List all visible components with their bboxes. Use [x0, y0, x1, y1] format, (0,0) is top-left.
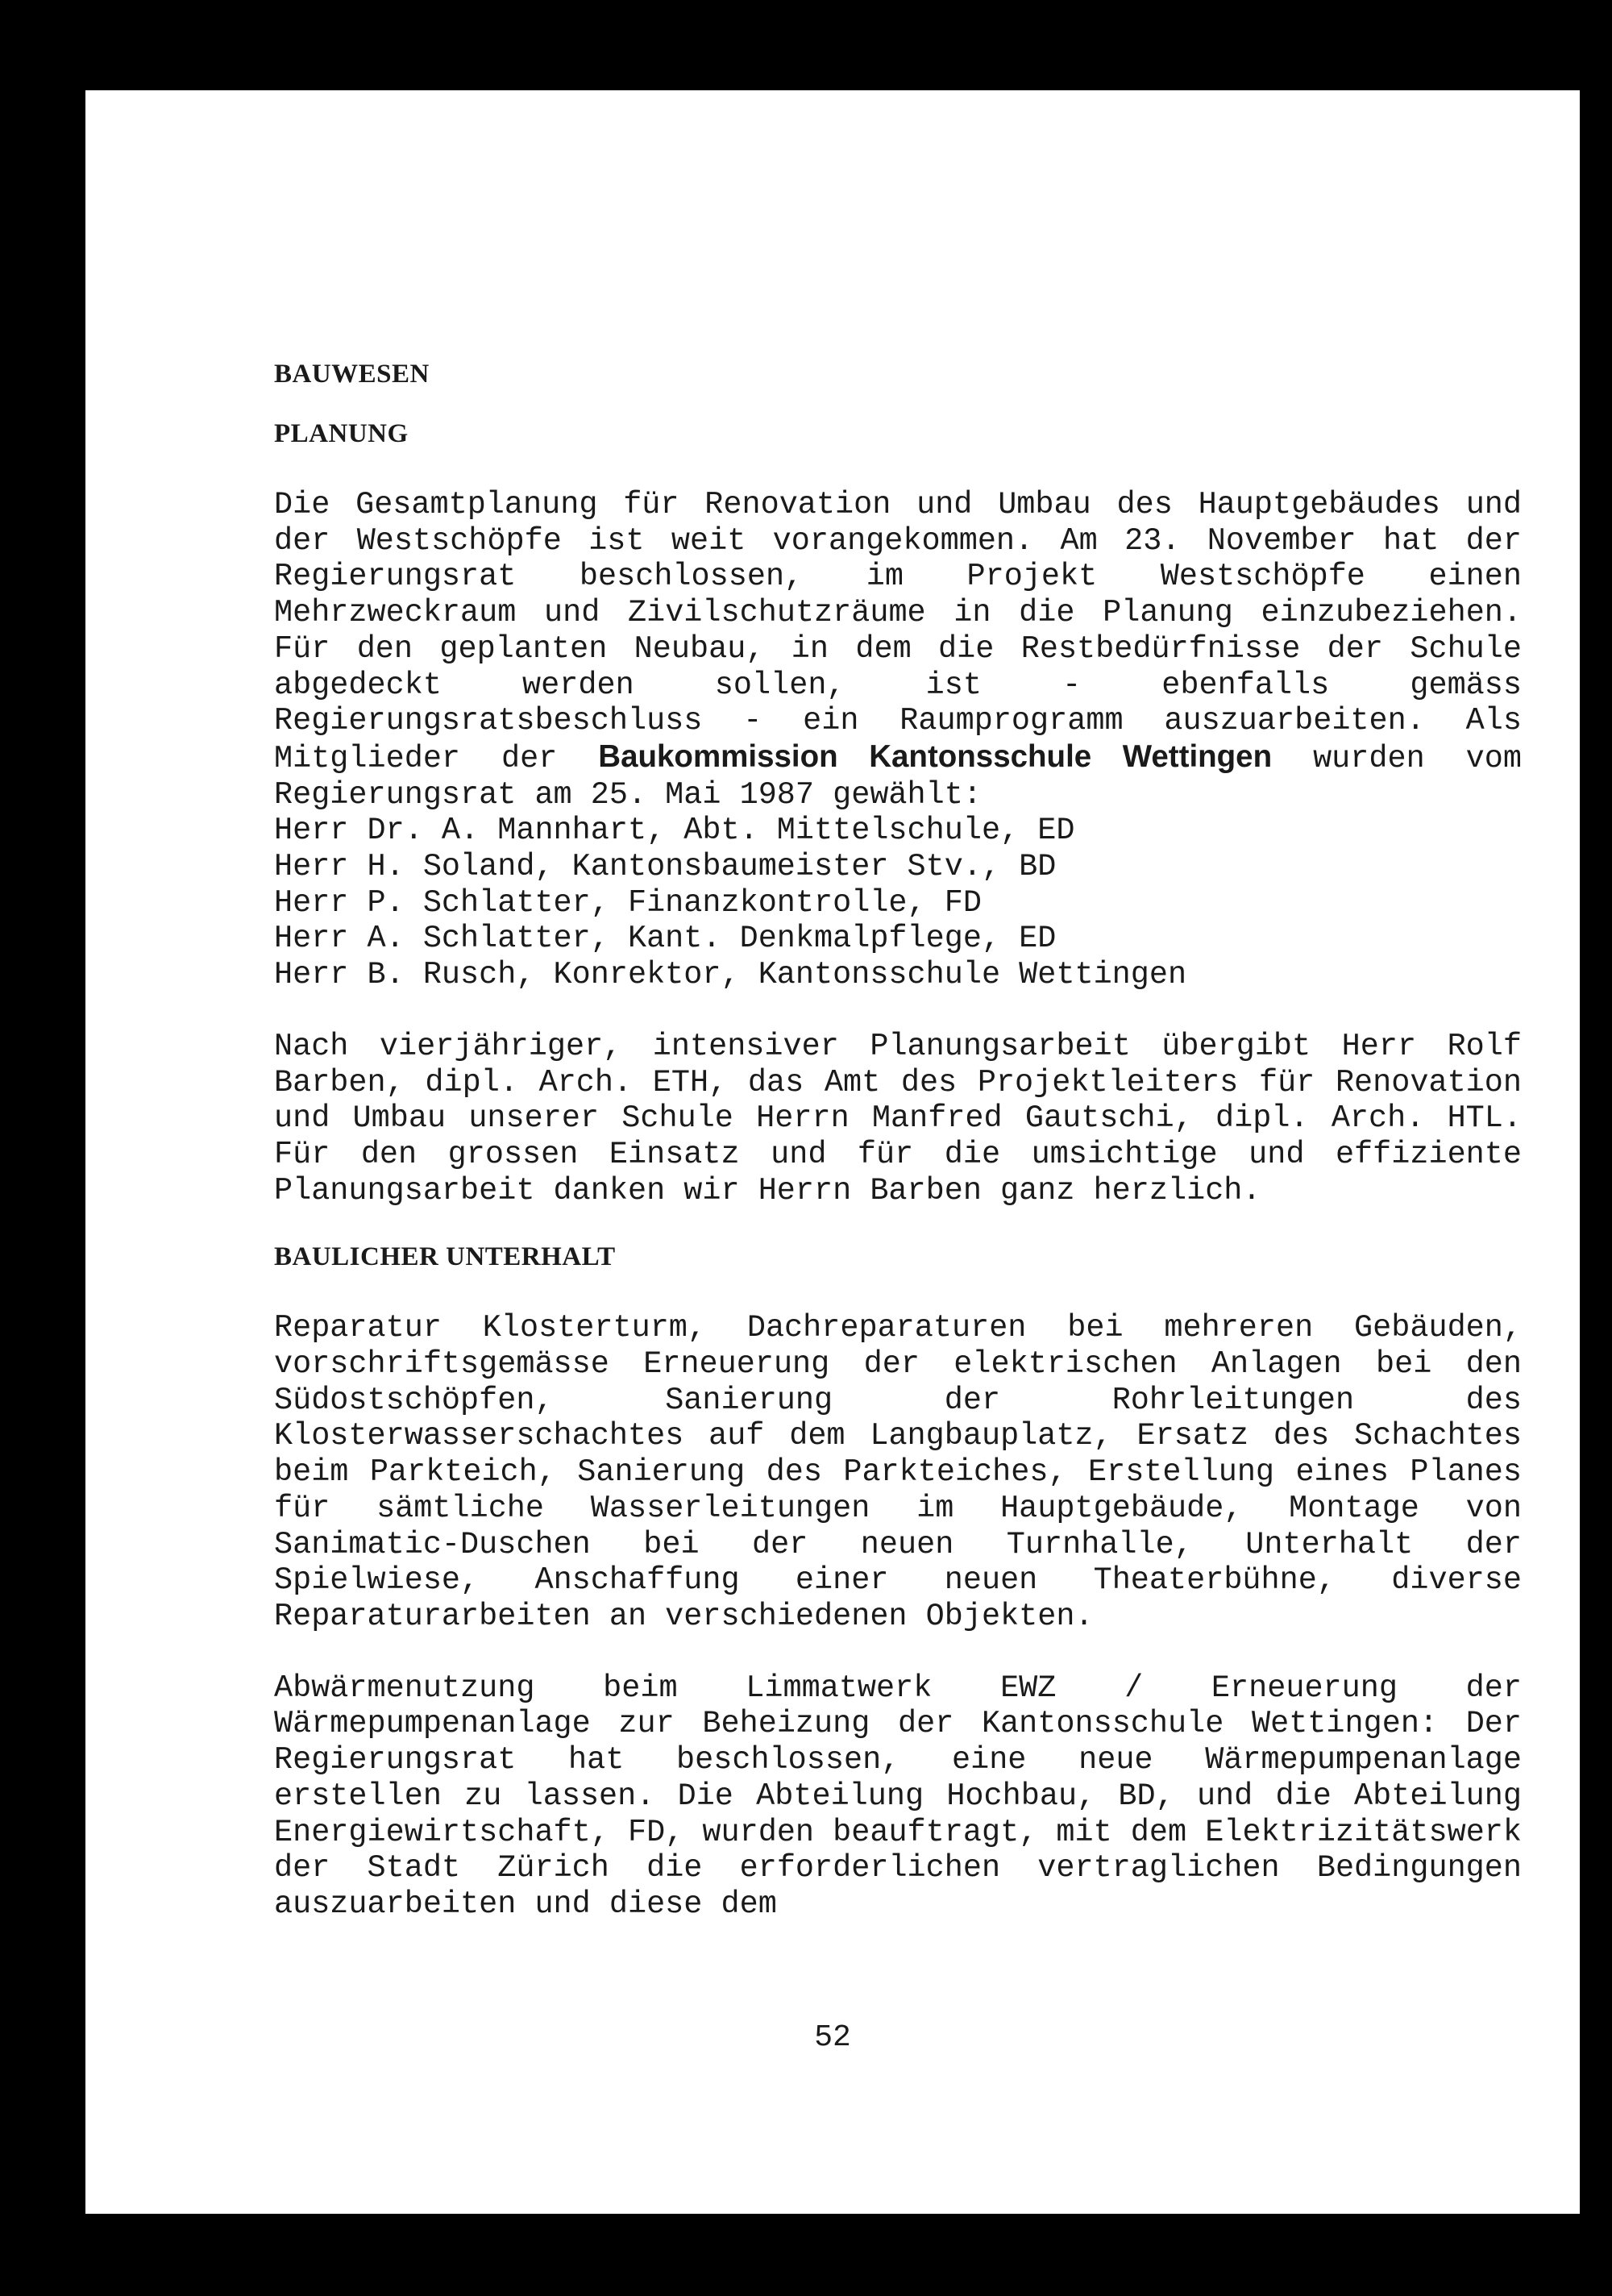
baukommission-name: Baukommission Kantonsschule Wettingen: [598, 738, 1273, 774]
page-content: [274, 356, 1522, 1923]
document-page: [85, 90, 1580, 2214]
planung-paragraph-2: Nach vierjähriger, intensiver Planungsarbeit übergibt Herr Rolf Barben, dipl. Arch. ETH, das Amt des Projektleiters für Renovation und Umbau unserer Schule Herrn Manfred Gautschi, dipl. Arch. HTL. Für den grossen Einsatz und für die umsichtige und effiziente Planungsarbeit danken wir Herrn Barben ganz herzlich.: [274, 1028, 1522, 1208]
commission-member: Herr H. Soland, Kantonsbaumeister Stv., BD: [274, 849, 1057, 885]
subheading-baulicher-unterhalt: BAULICHER UNTERHALT: [274, 1242, 616, 1272]
unterhalt-paragraph-2: Abwärmenutzung beim Limmatwerk EWZ / Erneuerung der Wärmepumpenanlage zur Beheizung der Kantonsschule Wettingen: Der Regierungsrat hat beschlossen, eine neue Wärmepumpenanlage erstellen zu lassen. Die Abteilung Hochbau, BD, und die Abteilung Energiewirtschaft, FD, wurden beauftragt, mit dem Elektrizitätswerk der Stadt Zürich die erforderlichen vertraglichen Bedingungen auszuarbeiten und diese dem: [274, 1670, 1522, 1922]
unterhalt-paragraph-1: Reparatur Klosterturm, Dachreparaturen bei mehreren Gebäuden, vorschriftsgemässe Erneuerung der elektrischen Anlagen bei den Südostschöpfen, Sanierung der Rohrleitungen des Klosterwasserschachtes auf dem Langbauplatz, Ersatz des Schachtes beim Parkteich, Sanierung des Parkteiches, Erstellung eines Planes für sämtliche Wasserleitungen im Hauptgebäude, Montage von Sanimatic-Duschen bei der neuen Turnhalle, Unterhalt der Spielwiese, Anschaffung einer neuen Theaterbühne, diverse Reparaturarbeiten an verschiedenen Objekten.: [274, 1310, 1522, 1634]
page-number: 52: [814, 2020, 851, 2055]
subheading-planung: PLANUNG: [274, 419, 409, 448]
planung-paragraph-1-text-end: wurden vom Regierungsrat am 25. Mai 1987 gewählt:: [274, 740, 1522, 813]
planung-paragraph-1: [274, 487, 1522, 813]
commission-member: Herr B. Rusch, Konrektor, Kantonsschule Wettingen: [274, 957, 1187, 993]
commission-member-list: [274, 813, 1522, 993]
commission-member: Herr P. Schlatter, Finanzkontrolle, FD: [274, 884, 982, 921]
section-heading-bauwesen: BAUWESEN: [274, 360, 430, 389]
commission-member: Herr Dr. A. Mannhart, Abt. Mittelschule, ED: [274, 813, 1075, 849]
commission-member: Herr A. Schlatter, Kant. Denkmalpflege, ED: [274, 921, 1057, 957]
planung-paragraph-1-text-start: Die Gesamtplanung für Renovation und Umbau des Hauptgebäudes und der Westschöpfe ist weit vorangekommen. Am 23. November hat der Regierungsrat beschlossen, im Projekt Westschöpfe einen Mehrzweckraum und Zivilschutzräume in die Planung einzubeziehen. Für den geplanten Neubau, in dem die Restbedürfnisse der Schule abgedeckt werden sollen, ist - ebenfalls gemäss Regierungsratsbeschluss - ein Raumprogramm auszuarbeiten. Als Mitglieder der: [274, 487, 1522, 776]
